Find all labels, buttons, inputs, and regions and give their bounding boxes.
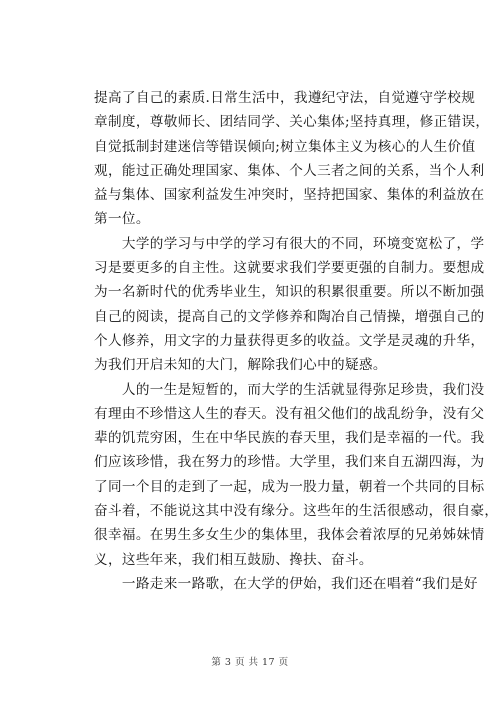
- text-line: 奋斗着，不能说这其中没有缘分。这些年的生活很感动，很自豪，: [94, 503, 499, 520]
- text-line: 自觉抵制封建迷信等错误倾向;树立集体主义为核心的人生价值: [94, 138, 476, 155]
- body-text: [94, 86, 499, 596]
- text-line: 辈的饥荒穷困，生在中华民族的春天里，我们是幸福的一代。我: [94, 430, 485, 447]
- text-line: 了同一个目的走到了一起，成为一股力量，朝着一个共同的目标: [94, 478, 485, 495]
- text-line: 大学的学习与中学的学习有很大的不同，环境变宽松了，学: [94, 235, 485, 252]
- page-footer: 第 3 页 共 17 页: [211, 657, 289, 668]
- text-line: 有理由不珍惜这人生的春天。没有祖父他们的战乱纷争，没有父: [94, 405, 485, 422]
- text-line: 观，能过正确处理国家、集体、个人三者之间的关系，当个人利: [94, 162, 485, 179]
- text-line: 为一名新时代的优秀毕业生，知识的积累很重要。所以不断加强: [94, 284, 485, 301]
- text-line: 习是要更多的自主性。这就要求我们学要更强的自制力。要想成: [94, 260, 485, 277]
- text-line: 为我们开启未知的大门，解除我们心中的疑惑。: [94, 357, 387, 374]
- text-line: 们应该珍惜，我在努力的珍惜。大学里，我们来自五湖四海，为: [94, 454, 485, 471]
- text-line: 很幸福。在男生多女生少的集体里，我体会着浓厚的兄弟姊妹情: [94, 527, 485, 544]
- text-line: 第一位。: [94, 211, 150, 228]
- text-line: 一路走来一路歌，在大学的伊始，我们还在唱着“我们是好: [94, 575, 478, 592]
- text-line: 个人修养，用文字的力量获得更多的收益。文学是灵魂的升华，: [94, 332, 485, 349]
- text-line: 人的一生是短暂的，而大学的生活就显得弥足珍贵，我们没: [94, 381, 485, 398]
- text-line: 章制度，尊敬师长、团结同学、关心集体;坚持真理，修正错误，: [94, 114, 490, 131]
- text-line: 提高了自己的素质.日常生活中，我遵纪守法，自觉遵守学校规: [94, 90, 476, 106]
- text-line: 益与集体、国家利益发生冲突时，坚持把国家、集体的利益放在: [94, 187, 485, 204]
- text-line: 自己的阅读，提高自己的文学修养和陶冶自己情操，增强自己的: [94, 308, 485, 325]
- text-line: 义，这些年来，我们相互鼓励、搀扶、奋斗。: [94, 551, 373, 568]
